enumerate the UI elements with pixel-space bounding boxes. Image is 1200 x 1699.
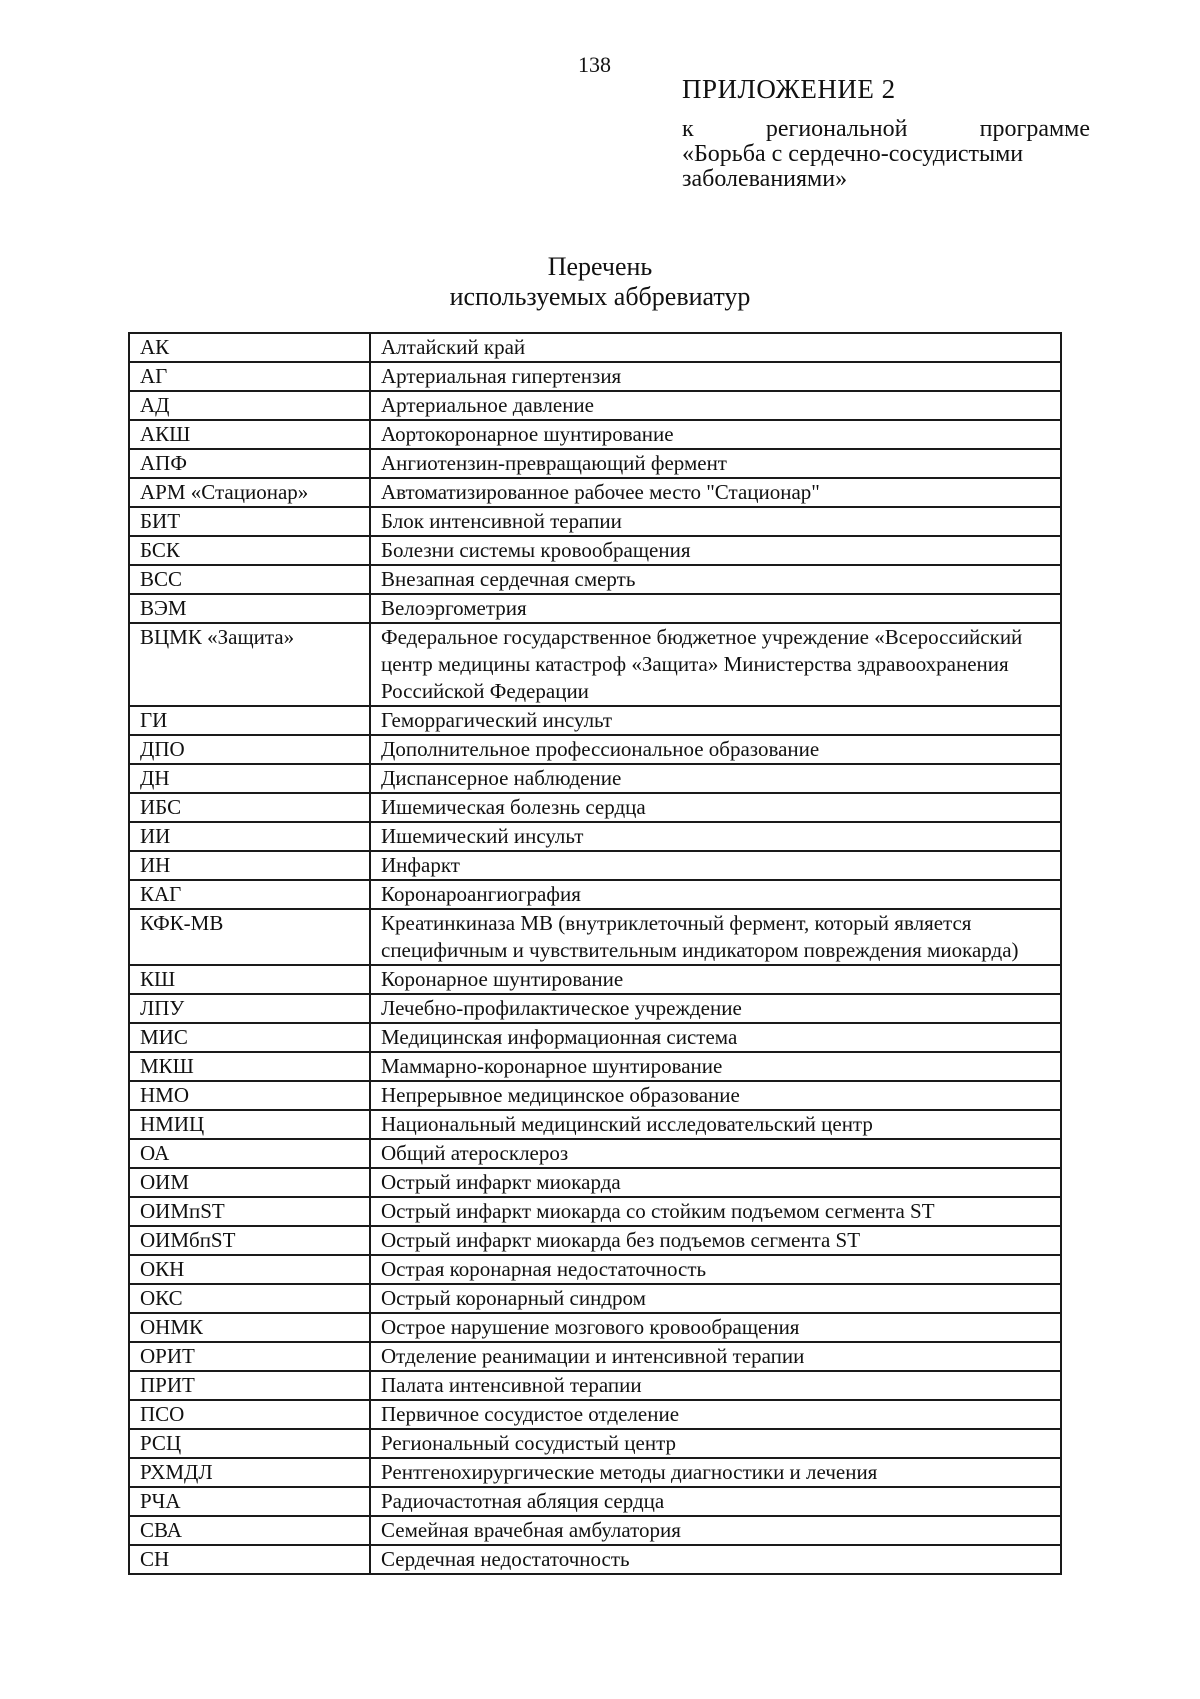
abbreviation-cell: НМИЦ: [129, 1110, 370, 1139]
abbreviation-cell: ОКН: [129, 1255, 370, 1284]
description-cell: Диспансерное наблюдение: [370, 764, 1061, 793]
description-cell: Острый инфаркт миокарда: [370, 1168, 1061, 1197]
table-row: [129, 565, 1061, 594]
table-row: [129, 1226, 1061, 1255]
description-cell: Артериальная гипертензия: [370, 362, 1061, 391]
table-row: [129, 851, 1061, 880]
abbreviation-cell: КАГ: [129, 880, 370, 909]
table-row: [129, 420, 1061, 449]
abbreviation-cell: ИИ: [129, 822, 370, 851]
abbreviation-cell: АГ: [129, 362, 370, 391]
description-cell: Коронарное шунтирование: [370, 965, 1061, 994]
abbreviation-cell: ВЦМК «Защита»: [129, 623, 370, 706]
description-cell: Национальный медицинский исследовательский центр: [370, 1110, 1061, 1139]
list-title: [0, 252, 1200, 312]
abbreviation-cell: СН: [129, 1545, 370, 1574]
abbreviation-cell: ВСС: [129, 565, 370, 594]
table-row: [129, 1052, 1061, 1081]
table-row: [129, 1400, 1061, 1429]
abbreviation-cell: ГИ: [129, 706, 370, 735]
description-cell: Внезапная сердечная смерть: [370, 565, 1061, 594]
abbreviation-cell: РЧА: [129, 1487, 370, 1516]
table-row: [129, 1023, 1061, 1052]
table-row: [129, 880, 1061, 909]
abbreviation-cell: ОА: [129, 1139, 370, 1168]
abbreviation-cell: ДН: [129, 764, 370, 793]
appendix-title: ПРИЛОЖЕНИЕ 2: [682, 74, 896, 104]
abbreviation-cell: ДПО: [129, 735, 370, 764]
table-row: [129, 1545, 1061, 1574]
list-title-line1: Перечень: [547, 252, 653, 281]
table-row: [129, 478, 1061, 507]
abbreviation-cell: АКШ: [129, 420, 370, 449]
description-cell: Острый коронарный синдром: [370, 1284, 1061, 1313]
appendix-subtitle-line1: к региональной программе: [682, 116, 1090, 142]
table-row: [129, 1342, 1061, 1371]
description-cell: Острый инфаркт миокарда со стойким подъемом сегмента ST: [370, 1197, 1061, 1226]
table-row: [129, 793, 1061, 822]
table-row: [129, 1139, 1061, 1168]
description-cell: Геморрагический инсульт: [370, 706, 1061, 735]
table-row: [129, 764, 1061, 793]
description-cell: Артериальное давление: [370, 391, 1061, 420]
table-row: [129, 391, 1061, 420]
abbreviation-cell: РСЦ: [129, 1429, 370, 1458]
abbreviation-cell: ОИМпST: [129, 1197, 370, 1226]
abbreviation-cell: ПСО: [129, 1400, 370, 1429]
abbreviations-table: [128, 332, 1062, 1575]
list-title-line2: используемых аббревиатур: [449, 282, 751, 311]
abbreviation-cell: МИС: [129, 1023, 370, 1052]
table-row: [129, 994, 1061, 1023]
abbreviation-cell: КФК-МВ: [129, 909, 370, 965]
table-row: [129, 1284, 1061, 1313]
abbreviation-cell: ЛПУ: [129, 994, 370, 1023]
appendix-subtitle-line2: «Борьба с сердечно-сосудистыми заболеваниями»: [682, 141, 1024, 192]
description-cell: Маммарно-коронарное шунтирование: [370, 1052, 1061, 1081]
table-row: [129, 1110, 1061, 1139]
description-cell: Креатинкиназа МВ (внутриклеточный фермент, который является специфичным и чувствительным индикатором повреждения миокарда): [370, 909, 1061, 965]
description-cell: Острая коронарная недостаточность: [370, 1255, 1061, 1284]
description-cell: Лечебно-профилактическое учреждение: [370, 994, 1061, 1023]
abbreviation-cell: АПФ: [129, 449, 370, 478]
abbreviation-cell: СВА: [129, 1516, 370, 1545]
table-row: [129, 623, 1061, 706]
description-cell: Ангиотензин-превращающий фермент: [370, 449, 1061, 478]
table-row: [129, 333, 1061, 362]
table-row: [129, 1458, 1061, 1487]
description-cell: Непрерывное медицинское образование: [370, 1081, 1061, 1110]
abbreviation-cell: АК: [129, 333, 370, 362]
page-number: 138: [578, 52, 611, 77]
table-row: [129, 1197, 1061, 1226]
abbreviation-cell: ИН: [129, 851, 370, 880]
table-row: [129, 1516, 1061, 1545]
description-cell: Инфаркт: [370, 851, 1061, 880]
description-cell: Коронароангиография: [370, 880, 1061, 909]
appendix-header: [682, 74, 1090, 192]
abbreviations-table-body: [129, 333, 1061, 1574]
table-row: [129, 362, 1061, 391]
table-row: [129, 1255, 1061, 1284]
description-cell: Отделение реанимации и интенсивной терапии: [370, 1342, 1061, 1371]
abbreviation-cell: РХМДЛ: [129, 1458, 370, 1487]
abbreviation-cell: ОРИТ: [129, 1342, 370, 1371]
abbreviation-cell: ОНМК: [129, 1313, 370, 1342]
description-cell: Блок интенсивной терапии: [370, 507, 1061, 536]
appendix-subtitle: [682, 117, 1090, 192]
table-row: [129, 1168, 1061, 1197]
abbreviation-cell: ИБС: [129, 793, 370, 822]
description-cell: Алтайский край: [370, 333, 1061, 362]
description-cell: Региональный сосудистый центр: [370, 1429, 1061, 1458]
description-cell: Аортокоронарное шунтирование: [370, 420, 1061, 449]
table-row: [129, 822, 1061, 851]
table-row: [129, 507, 1061, 536]
description-cell: Ишемический инсульт: [370, 822, 1061, 851]
table-row: [129, 594, 1061, 623]
description-cell: Сердечная недостаточность: [370, 1545, 1061, 1574]
table-row: [129, 735, 1061, 764]
table-row: [129, 909, 1061, 965]
abbreviation-cell: АРМ «Стационар»: [129, 478, 370, 507]
description-cell: Общий атеросклероз: [370, 1139, 1061, 1168]
table-row: [129, 1313, 1061, 1342]
description-cell: Болезни системы кровообращения: [370, 536, 1061, 565]
description-cell: Автоматизированное рабочее место "Стационар": [370, 478, 1061, 507]
table-row: [129, 1081, 1061, 1110]
table-row: [129, 1429, 1061, 1458]
abbreviation-cell: ОИМбпST: [129, 1226, 370, 1255]
abbreviation-cell: МКШ: [129, 1052, 370, 1081]
description-cell: Федеральное государственное бюджетное учреждение «Всероссийский центр медицины катастроф «Защита» Министерства здравоохранения Российской Федерации: [370, 623, 1061, 706]
abbreviation-cell: КШ: [129, 965, 370, 994]
description-cell: Велоэргометрия: [370, 594, 1061, 623]
description-cell: Радиочастотная абляция сердца: [370, 1487, 1061, 1516]
abbreviation-cell: ПРИТ: [129, 1371, 370, 1400]
description-cell: Ишемическая болезнь сердца: [370, 793, 1061, 822]
table-row: [129, 449, 1061, 478]
abbreviation-cell: НМО: [129, 1081, 370, 1110]
abbreviation-cell: БСК: [129, 536, 370, 565]
description-cell: Острое нарушение мозгового кровообращения: [370, 1313, 1061, 1342]
table-row: [129, 536, 1061, 565]
table-row: [129, 965, 1061, 994]
abbreviation-cell: ВЭМ: [129, 594, 370, 623]
abbreviation-cell: ОИМ: [129, 1168, 370, 1197]
table-row: [129, 706, 1061, 735]
abbreviation-cell: БИТ: [129, 507, 370, 536]
description-cell: Острый инфаркт миокарда без подъемов сегмента ST: [370, 1226, 1061, 1255]
description-cell: Медицинская информационная система: [370, 1023, 1061, 1052]
table-row: [129, 1371, 1061, 1400]
description-cell: Дополнительное профессиональное образование: [370, 735, 1061, 764]
table-row: [129, 1487, 1061, 1516]
description-cell: Рентгенохирургические методы диагностики и лечения: [370, 1458, 1061, 1487]
abbreviation-cell: ОКС: [129, 1284, 370, 1313]
description-cell: Первичное сосудистое отделение: [370, 1400, 1061, 1429]
description-cell: Палата интенсивной терапии: [370, 1371, 1061, 1400]
abbreviation-cell: АД: [129, 391, 370, 420]
description-cell: Семейная врачебная амбулатория: [370, 1516, 1061, 1545]
